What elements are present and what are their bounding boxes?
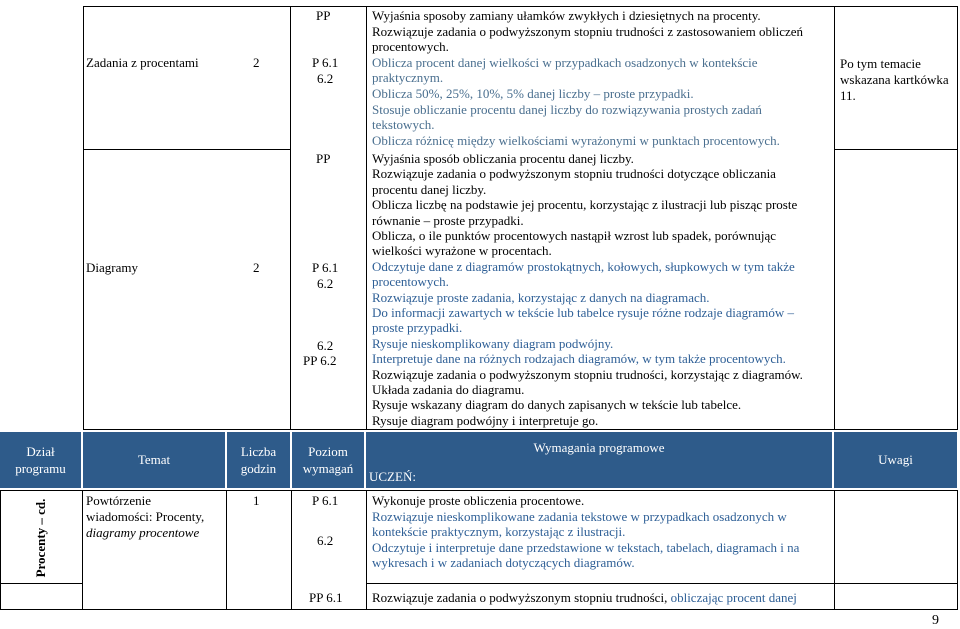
hours-diagramy: 2 (253, 260, 260, 275)
requirement-line: Wyjaśnia sposoby zamiany ułamków zwykłych i dziesiętnych na procenty. (372, 8, 761, 23)
level-powtorzenie-b: 6.2 (317, 533, 334, 548)
level-diagramy-d: 6.2 (317, 338, 334, 353)
requirement-line: Odczytuje dane z diagramów prostokątnych, kołowych, słupkowych w tym także (372, 258, 795, 274)
col-line (291, 490, 292, 610)
requirement-line: Oblicza liczbę na podstawie jej procentu, korzystając z ilustracji lub pisząc proste (372, 197, 798, 213)
header-poziom-1: Poziom (308, 444, 348, 459)
requirement-line: Interpretuje dane na różnych rodzajach diagramów, w tym także procentowych. (372, 351, 786, 367)
page-number: 9 (932, 613, 939, 628)
level-powtorzenie-a: P 6.1 (312, 493, 339, 508)
requirement-last (372, 590, 797, 606)
requirement-line: praktycznym. (372, 70, 444, 86)
requirement-line: Rysuje diagram podwójny i interpretuje go. (372, 412, 599, 428)
header-liczba-1: Liczba (240, 444, 277, 459)
requirement-line: Rozwiązuje proste zadania, korzystając z danych na diagramach. (372, 289, 710, 305)
col-line (290, 6, 291, 430)
col-line (83, 6, 84, 430)
level-diagramy-a: PP (316, 151, 331, 166)
header-dzial-1: Dział (26, 444, 55, 459)
header-poziom-2: wymagań (302, 461, 354, 476)
requirement-last-a: Rozwiązuje zadania o podwyższonym stopniu trudności, (372, 590, 671, 605)
col-line (0, 490, 1, 610)
requirement-line: Do informacji zawartych w tekście lub tabelce rysuje różne rodzaje diagramów – (372, 305, 794, 320)
col-line (957, 6, 958, 430)
requirement-line: kontekście praktycznym, korzystając z ilustracji. (372, 524, 626, 540)
topic-powtorzenie-1: Powtórzenie (86, 493, 151, 508)
section-label: Procenty – cd. (33, 498, 48, 578)
requirement-line: Rozwiązuje zadania o podwyższonym stopniu trudności dotyczące obliczania (372, 166, 776, 182)
requirement-line: wielkości wyrażone w procentach. (372, 243, 552, 259)
header-wymagania: Wymagania programowe (533, 440, 665, 455)
level-zadania-c: 6.2 (317, 71, 334, 86)
requirement-line: Oblicza 50%, 25%, 10%, 5% danej liczby – proste przypadki. (372, 86, 694, 101)
topic-diagramy: Diagramy (86, 260, 138, 275)
topic-powtorzenie-3: diagramy procentowe (86, 525, 200, 540)
level-diagramy-b: P 6.1 (312, 260, 339, 275)
requirement-line: Oblicza różnicę między wielkościami wyrażonymi w punktach procentowych. (372, 132, 780, 148)
header-temat: Temat (137, 452, 171, 467)
requirement-line: procentowych. (372, 274, 449, 290)
table-top-bottom-border (83, 429, 957, 430)
row-separator (366, 583, 957, 584)
level-diagramy-e: PP 6.2 (303, 353, 337, 368)
level-zadania-b: P 6.1 (312, 55, 339, 70)
col-line (834, 490, 835, 610)
requirement-line: procentowych. (372, 39, 449, 55)
hours-zadania: 2 (253, 55, 260, 70)
requirement-line: Oblicza, o ile punktów procentowych nastąpił wzrost lub spadek, porównując (372, 228, 776, 243)
row-separator (83, 149, 290, 150)
col-line (366, 490, 367, 610)
requirement-line: tekstowych. (372, 117, 435, 133)
table-top-border (83, 6, 957, 7)
requirement-line: procentu danej liczby. (372, 181, 487, 197)
requirement-line: proste przypadki. (372, 320, 463, 336)
requirement-last-b: obliczając procent danej (670, 590, 797, 605)
requirement-line: Układa zadania do diagramu. (372, 382, 525, 397)
row-separator (834, 149, 957, 150)
requirement-line: Rozwiązuje zadania o podwyższonym stopniu trudności, korzystając z diagramów. (372, 366, 803, 382)
table-bottom-border (0, 609, 957, 610)
requirement-line: wykresach i w zadaniach dotyczących diagramów. (372, 555, 635, 571)
header-uczen: UCZEŃ: (369, 469, 416, 484)
requirement-line: Rozwiązuje zadania o podwyższonym stopniu trudności z zastosowaniem obliczeń (372, 23, 804, 39)
col-line (82, 490, 83, 610)
topic-zadania: Zadania z procentami (86, 55, 199, 70)
level-zadania-a: PP (316, 8, 331, 23)
requirement-line: Oblicza procent danej wielkości w przypadkach osadzonych w kontekście (372, 54, 758, 70)
requirement-line: Wyjaśnia sposób obliczania procentu danej liczby. (372, 151, 634, 166)
requirement-line: równanie – proste przypadki. (372, 212, 524, 228)
topic-powtorzenie-2: wiadomości: Procenty, (86, 509, 205, 524)
header-dzial-2: programu (15, 461, 66, 476)
level-diagramy-c: 6.2 (317, 276, 334, 291)
requirement-line: Rysuje nieskomplikowany diagram podwójny. (372, 335, 614, 351)
requirement-line: Wykonuje proste obliczenia procentowe. (372, 493, 585, 508)
note-line-2: wskazana kartkówka (840, 72, 949, 87)
header-liczba-2: godzin (240, 461, 277, 476)
requirement-line: Rozwiązuje nieskomplikowane zadania tekstowe w przypadkach osadzonych w (372, 508, 787, 524)
note-line-1: Po tym temacie (840, 56, 921, 71)
requirement-line: Rysuje wskazany diagram do danych zapisanych w tekście lub tabelce. (372, 397, 742, 413)
requirement-line: Odczytuje i interpretuje dane przedstawione w tekstach, tabelach, diagramach i na (372, 539, 800, 555)
col-line (957, 490, 958, 610)
col-line (226, 490, 227, 610)
level-last: PP 6.1 (309, 590, 343, 605)
hours-powtorzenie: 1 (253, 493, 260, 508)
table-bottom-top-border (0, 490, 957, 491)
note-line-3: 11. (840, 88, 856, 103)
header-uwagi: Uwagi (878, 452, 913, 467)
col-line (834, 6, 835, 430)
col-line (366, 6, 367, 430)
requirement-line: Stosuje obliczanie procentu danej liczby do rozwiązywania prostych zadań (372, 101, 762, 117)
